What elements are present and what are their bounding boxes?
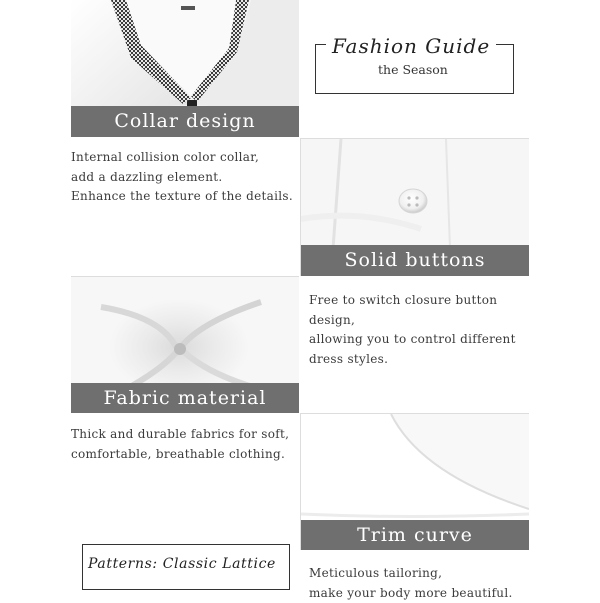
trim-label-bar bbox=[301, 520, 529, 550]
pattern-note: Patterns: Classic Lattice bbox=[88, 556, 276, 572]
buttons-desc-line: dress styles. bbox=[309, 350, 516, 370]
trim-desc-line: Meticulous tailoring, bbox=[309, 564, 513, 584]
trim-label: Trim curve bbox=[357, 524, 473, 546]
collar-label: Collar design bbox=[114, 110, 255, 132]
trim-description bbox=[309, 564, 513, 603]
collar-desc-line: Internal collision color collar, bbox=[71, 148, 293, 168]
fabric-label-bar bbox=[71, 383, 299, 413]
collar-desc-line: Enhance the texture of the details. bbox=[71, 187, 293, 207]
fashion-guide-subtitle: the Season bbox=[378, 62, 448, 77]
buttons-label-bar bbox=[301, 245, 529, 276]
collar-label-bar bbox=[71, 106, 299, 137]
collar-photo bbox=[71, 0, 299, 137]
fashion-guide-title: Fashion Guide bbox=[326, 34, 496, 58]
fabric-photo bbox=[71, 276, 299, 413]
fabric-desc-line: comfortable, breathable clothing. bbox=[71, 445, 289, 465]
buttons-photo bbox=[300, 138, 529, 276]
buttons-desc-line: Free to switch closure button bbox=[309, 291, 516, 311]
buttons-desc-line: design, bbox=[309, 311, 516, 331]
buttons-desc-line: allowing you to control different bbox=[309, 330, 516, 350]
buttons-description bbox=[309, 291, 516, 369]
trim-photo bbox=[300, 413, 529, 550]
trim-desc-line: make your body more beautiful. bbox=[309, 584, 513, 603]
fabric-label: Fabric material bbox=[103, 387, 266, 409]
buttons-label: Solid buttons bbox=[345, 249, 486, 271]
fabric-desc-line: Thick and durable fabrics for soft, bbox=[71, 425, 289, 445]
collar-desc-line: add a dazzling element. bbox=[71, 168, 293, 188]
fabric-description bbox=[71, 425, 289, 464]
collar-description bbox=[71, 148, 293, 207]
